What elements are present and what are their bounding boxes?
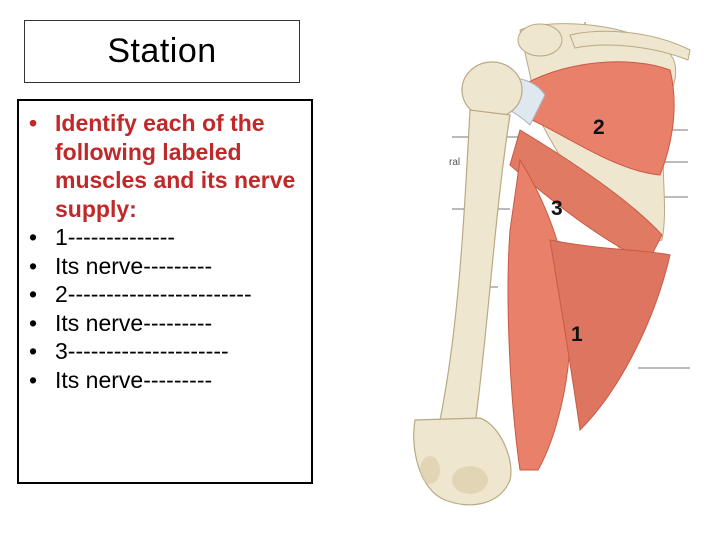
list-item-instruction: • Identify each of the following labeled muscles and its nerve supply: — [29, 110, 296, 222]
shoulder-anatomy-figure — [370, 0, 720, 540]
muscle-group — [495, 62, 674, 470]
title-box — [24, 20, 300, 83]
bullet-icon: • — [29, 252, 38, 279]
bullet-icon: • — [29, 224, 38, 250]
anatomy-illustration — [370, 0, 720, 540]
list-item-nerve-3: • Its nerve--------- — [29, 366, 213, 393]
bullet-icon: • — [29, 338, 38, 364]
question-box — [17, 99, 313, 484]
list-item-nerve-1: • Its nerve--------- — [29, 252, 213, 279]
bullet-icon: • — [29, 110, 38, 136]
page-title: Station — [107, 32, 217, 70]
muscle-label-3: 3 — [551, 197, 563, 220]
list-item-nerve-2: • Its nerve--------- — [29, 309, 213, 336]
muscle-label-1: 1 — [571, 323, 583, 346]
list-item-2: • 2------------------------ — [29, 281, 252, 307]
list-item-1: • 1-------------- — [29, 224, 176, 250]
humerus-bone — [414, 62, 522, 505]
truncated-label-fragment: ral — [449, 157, 461, 168]
bullet-icon: • — [29, 281, 38, 307]
muscle-label-2: 2 — [593, 116, 605, 139]
bullet-icon: • — [29, 366, 38, 393]
bullet-icon: • — [29, 309, 38, 336]
list-item-3: • 3--------------------- — [29, 338, 229, 364]
bullet-list — [27, 109, 305, 394]
